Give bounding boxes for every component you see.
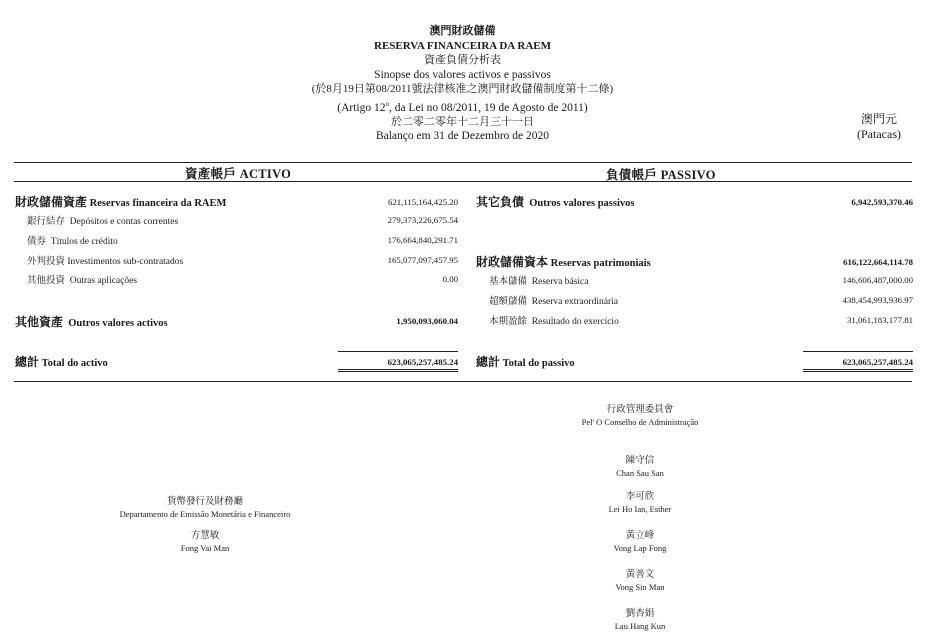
activo-item-value: 165,077,097,457.95 [387, 255, 458, 265]
top-rule [14, 162, 912, 163]
department-person-signature: 方慧敏 Fong Vai Man [180, 531, 230, 553]
activo-item-value: 0.00 [442, 274, 458, 284]
passivo-reservas-label: 財政儲備資本 Reservas patrimoniais [476, 255, 651, 269]
passivo-total-label: 總計 Total do passivo [476, 355, 575, 369]
passivo-total-underline-2 [803, 371, 913, 372]
passivo-item: 本期盈餘 Resultado do exercício [489, 317, 619, 327]
member-signature: 陳守信 Chan Sau San [616, 456, 664, 478]
activo-item: 債券 Títulos de crédito [27, 237, 118, 247]
passivo-outros-value: 6,942,593,370.46 [851, 197, 913, 207]
passivo-item-value: 146,606,487,000.00 [842, 275, 913, 285]
activo-item: 其他投資 Outras aplicações [27, 276, 138, 286]
activo-reservas-value: 621,115,164,425.20 [387, 197, 458, 207]
activo-total-underline [338, 369, 458, 370]
member-signature: 李可欣 Lei Ho Ian, Esther [608, 492, 672, 514]
passivo-item-value: 438,454,993,936.97 [842, 295, 913, 305]
passivo-total-underline [803, 369, 913, 370]
subtitle-pt: Sinopse dos valores activos e passivos [374, 68, 551, 81]
passivo-item: 超額儲備 Reserva extraordinária [489, 297, 619, 307]
activo-title: 資產帳戶 ACTIVO [185, 167, 292, 181]
bottom-rule [14, 381, 912, 382]
passivo-total-value: 623,065,257,485.24 [842, 357, 913, 367]
title-pt: RESERVA FINANCEIRA DA RAEM [374, 39, 551, 52]
activo-total-value: 623,065,257,485.24 [387, 357, 458, 367]
date-pt: Balanço em 31 de Dezembro de 2020 [375, 130, 550, 143]
top-rule-bottom [14, 181, 912, 182]
department-signature: 貨幣發行及財務廳 Departamento de Emissão Monetária e Financeiro [119, 497, 291, 519]
document-header [0, 24, 925, 144]
activo-outros-label: 其他資產 Outros valores activos [15, 315, 168, 329]
activo-total-underline-2 [338, 371, 458, 372]
activo-item: 外判投資 Investimentos sub-contratados [27, 257, 184, 267]
member-signature: 黃善文 Vong Sin Man [615, 570, 665, 592]
subtitle-zh: 資產負債分析表 [424, 54, 501, 66]
legal-ref-pt: (Artigo 12$^o$, da Lei no 08/2011, 19 de Agosto de 2011) [337, 99, 588, 114]
activo-item-value: 279,373,226,675.54 [387, 215, 458, 225]
activo-reservas-label: 財政儲備資產 Reservas financeira da RAEM [15, 195, 227, 209]
activo-item: 銀行結存 Depósitos e contas correntes [27, 217, 179, 227]
activo-total-rule [338, 351, 458, 352]
passivo-outros-label: 其它負債 Outros valores passivos [476, 195, 635, 209]
passivo-item: 基本儲備 Reserva básica [489, 277, 589, 287]
activo-item-value: 176,664,840,291.71 [387, 235, 458, 245]
member-signature: 劉杏娟 Lau Hang Kun [614, 609, 666, 631]
activo-total-label: 總計 Total do activo [15, 355, 108, 369]
title-zh: 澳門財政儲備 [429, 25, 496, 37]
passivo-reservas-value: 616,122,664,114.78 [843, 257, 913, 267]
passivo-item-value: 31,061,183,177.81 [847, 315, 913, 325]
currency-label: 澳門元 (Patacas) [857, 112, 901, 141]
date-zh: 於二零二零年十二月三十一日 [391, 115, 534, 128]
member-signature: 黃立峰 Vong Lap Fong [613, 531, 667, 553]
activo-outros-value: 1,950,093,060.04 [396, 316, 458, 326]
legal-ref-zh: (於8月19日第08/2011號法律核准之澳門財政儲備制度第十二條) [311, 83, 614, 95]
council-signature: 行政管理委員會 Pel' O Conselho de Administração [581, 405, 699, 427]
passivo-title: 負債帳戶 PASSIVO [606, 168, 716, 182]
passivo-total-rule [803, 351, 913, 352]
